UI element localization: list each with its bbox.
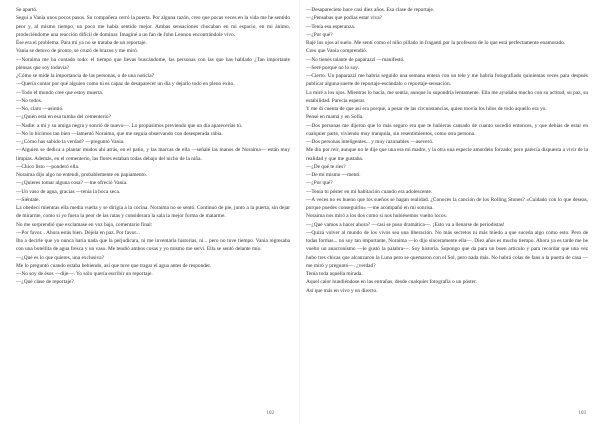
- left-page-number: 102: [266, 411, 274, 416]
- paragraph: Me lo preguntó cuando estaba bebiendo, así que tuve que tragar el agua antes de responder.: [16, 262, 212, 269]
- paragraph: Así que más en vivo y en directo.: [306, 287, 378, 294]
- paragraph: —Seré porque no lo soy.: [306, 64, 359, 71]
- paragraph: —Nadie: a mí y su amiga negra y sonrió de nuevo—. Lo propusimos previendo que un día aparecerías tú.: [16, 122, 243, 129]
- paragraph: La obedecí mientras ella media vuelta y se dirigía a la cocina. Noraima no se sentó. Continuó de pie, junto a la puerta, sin dejar de mirarme, como si yo fuera la peor de las ratas y considerara la sala la mejor forma de matarme.: [16, 205, 290, 220]
- paragraph: —Dos personas me dijeron que lo más seguro era que te hubieras cansado de cuanto sucedió entonces, y que debías de estar en cualquier parte, viviendo muy tranquila, sin resentimientos, como otra persona.: [306, 122, 588, 137]
- paragraph: Bajé los ojos al suelo. Me sentí como el niño pillado in fraganti por la profesora de lo que está perfectamente enamorado.: [306, 40, 566, 46]
- paragraph: Creo que Vania comprendió.: [306, 48, 368, 55]
- paragraph: Iba a decirle que yo nunca haría nada que la perjudicara, ni me inventaría historias, ni... pero no tuve tiempo. Vania regresaba con una botellita de agua fresca y un vaso. Me tendió ambos cosas y yo mismo me serví. Ella se sentó delante mío.: [16, 238, 290, 253]
- paragraph: —Cierto. Un paparazzi me habría seguido una semana entera con un tele y me habría fotografiado quinientas veces para después publicar alguna suerte de reportaje-escándalo o reportaje-sensación.: [306, 73, 588, 88]
- paragraph: —Noraima me ha contado todo: el tiempo que llevas buscándome, las personas con las que has hablado ¿Tan importante piensas que soy todavía?: [16, 56, 290, 71]
- paragraph: —¿Qué vamos a hacer ahora? —casi se puso dramática—. ¡Esto va a llenarse de periodistas!: [306, 221, 505, 228]
- paragraph: ¿Cómo se mide la importancia de las personas, o de una noticia?: [16, 73, 155, 79]
- left-page-text: [16, 6, 290, 287]
- paragraph: —¿Pensabas que podías estar viva?: [306, 15, 382, 22]
- paragraph: Me dio por reír, aunque no le dije que una era mi madre, y la otra una especie amordelo forzado; pero parecía dispuesta a vivir de la realidad y que me gustaba.: [306, 147, 588, 162]
- paragraph: —¿Cómo has sabido la verdad? —preguntó Vania.: [16, 139, 125, 145]
- right-page-number: 103: [578, 411, 586, 416]
- paragraph: —¿Quieres tomar alguna cosa? —me ofreció Vania.: [16, 180, 128, 187]
- paragraph: —¿Qué es lo que quieres, una exclusiva?: [16, 254, 104, 261]
- paragraph: Aquel calor hundiéndose en las entrañas, desde cualquier fotografía o un póster.: [306, 279, 477, 286]
- paragraph: —Tenía esa esperanza.: [306, 23, 356, 30]
- paragraph: —Siéntate.: [16, 196, 40, 203]
- paragraph: Seguí a Vania unos pocos pasos. Su compañera cerró la puerta. Por alguna razón, creo que pocas veces en la vida me he sentido peor y, al mismo tiempo, un poco me había sentido mejor. Ambas sensaciones chocaban en mi espacio, en mi ánimo, produciéndome una reacción difícil de dominar. Imaginé a un fan de John Lennon encontrándole vivo.: [16, 15, 290, 38]
- paragraph: Se apartó.: [16, 7, 38, 13]
- paragraph: —No soy de ésos —dije—. Yo sólo quería escribir un reportaje.: [16, 271, 153, 277]
- paragraph: Pensé en mamá y en Sofía.: [306, 114, 364, 121]
- paragraph: —Por favor... Ahora estás bien. Déjela en paz. Por favor...: [16, 229, 140, 236]
- paragraph: —No lo hicimos tan bien —lamentó Noraima, que me seguía observando con desesperada rabia.: [16, 130, 223, 137]
- paragraph: Vania se detuvo de pronto, se cruzó de brazos y me miró.: [16, 48, 139, 55]
- paragraph: La miré a los ojos. Mientras lo hacía, me sentía, aunque lo supondría lentamente. Ella me ayudaba mucho con su actitud, su paz, su estabilidad. Parecía esperar.: [306, 89, 588, 104]
- paragraph: —¿Qué clase de reportaje?: [16, 279, 74, 286]
- right-page-text: [306, 6, 588, 295]
- paragraph: —Tenía tu póster en mi habitación cuando era adolescente.: [306, 188, 433, 195]
- paragraph: —Quizá volver al mundo de los vivos sea una liberación. No más secretos ni más miedo a que suceda algo como esto. Pero de todas formas... no soy tan importante, Noraima —lo dijo sinceramente ella—. Diez años es mucho tiempo. Ahora ya es tarde me he vuelto un anacronismo —le gustó la palabra—. Soy historia. Supongo que da para un buen artículo y para recordar que una vez hubo tres chicas que alcanzaron la Luna pero se quemaron con el Sol, pero nada más. No habrá colas de fans a la puerta de casa —me miró y preguntó—. ¿verdad?: [306, 229, 588, 269]
- paragraph: —Dos personas inteligentes... y muy razonables —aseveró.: [306, 139, 434, 145]
- paragraph: Tenía toda aquella mirada.: [306, 271, 363, 277]
- paragraph: —Quería contar por qué alguien como tú es capaz de desaparecer un día y dejarlo todo en pleno éxito.: [16, 81, 235, 88]
- paragraph: —Todo el mundo cree que estoy muerta.: [16, 89, 104, 96]
- right-page: [300, 0, 600, 424]
- paragraph: —Alguien se dedica a plantar mudos ahí atrás, en el patio, y las marcas de ella —señalé las manos de Noraima— están muy limpias. Además, en el cementerio, las flores estaban todas debajo del nicho de la niña.: [16, 147, 290, 162]
- paragraph: —Un vaso de agua, gracias —tenía la boca seca.: [16, 188, 121, 195]
- paragraph: Noraima nos miró a los dos como si nos hubiésemos vuelto locos.: [306, 213, 448, 220]
- paragraph: No me sorprendió que exclamase en voz baja, comentario final:: [16, 221, 153, 228]
- paragraph: —Desaparecieto hace casi diez años. Esa clase de reportaje.: [306, 7, 435, 13]
- paragraph: —¿Por qué?: [306, 180, 333, 187]
- paragraph: —A veces no es bueno que los sueños se hagan realidad. ¿Conoces la canción de los Rolling Stones? «Cuidado con lo que deseas, porque puedes conseguirlo» —me acompañó en mi sonrisa.: [306, 196, 588, 211]
- paragraph: —Chico listo —ponderó ella.: [16, 163, 80, 170]
- paragraph: —¿Quién está en esa tumba del cementerio?: [16, 114, 111, 121]
- paragraph: —De mí mismo —mentí.: [306, 172, 361, 178]
- paragraph: —No, claro —asintió.: [16, 106, 64, 112]
- paragraph: —¿De qué te ríes?: [306, 163, 346, 170]
- paragraph: Ése era el problema. Para mí ya no se trataba de un reportaje.: [16, 40, 147, 46]
- paragraph: —No tienes talante de paparazzi —manifestó.: [306, 56, 405, 63]
- paragraph: —No todos.: [16, 97, 43, 104]
- paragraph: Y me di cuenta de que así era porque, a pesar de las circunstancias, quien movía los hilos de todo aquello era yo.: [306, 106, 547, 112]
- paragraph: —¿Por qué?: [306, 31, 333, 38]
- paragraph: Noraima dijo algo no entendí, probablemente en papiamento.: [16, 172, 148, 178]
